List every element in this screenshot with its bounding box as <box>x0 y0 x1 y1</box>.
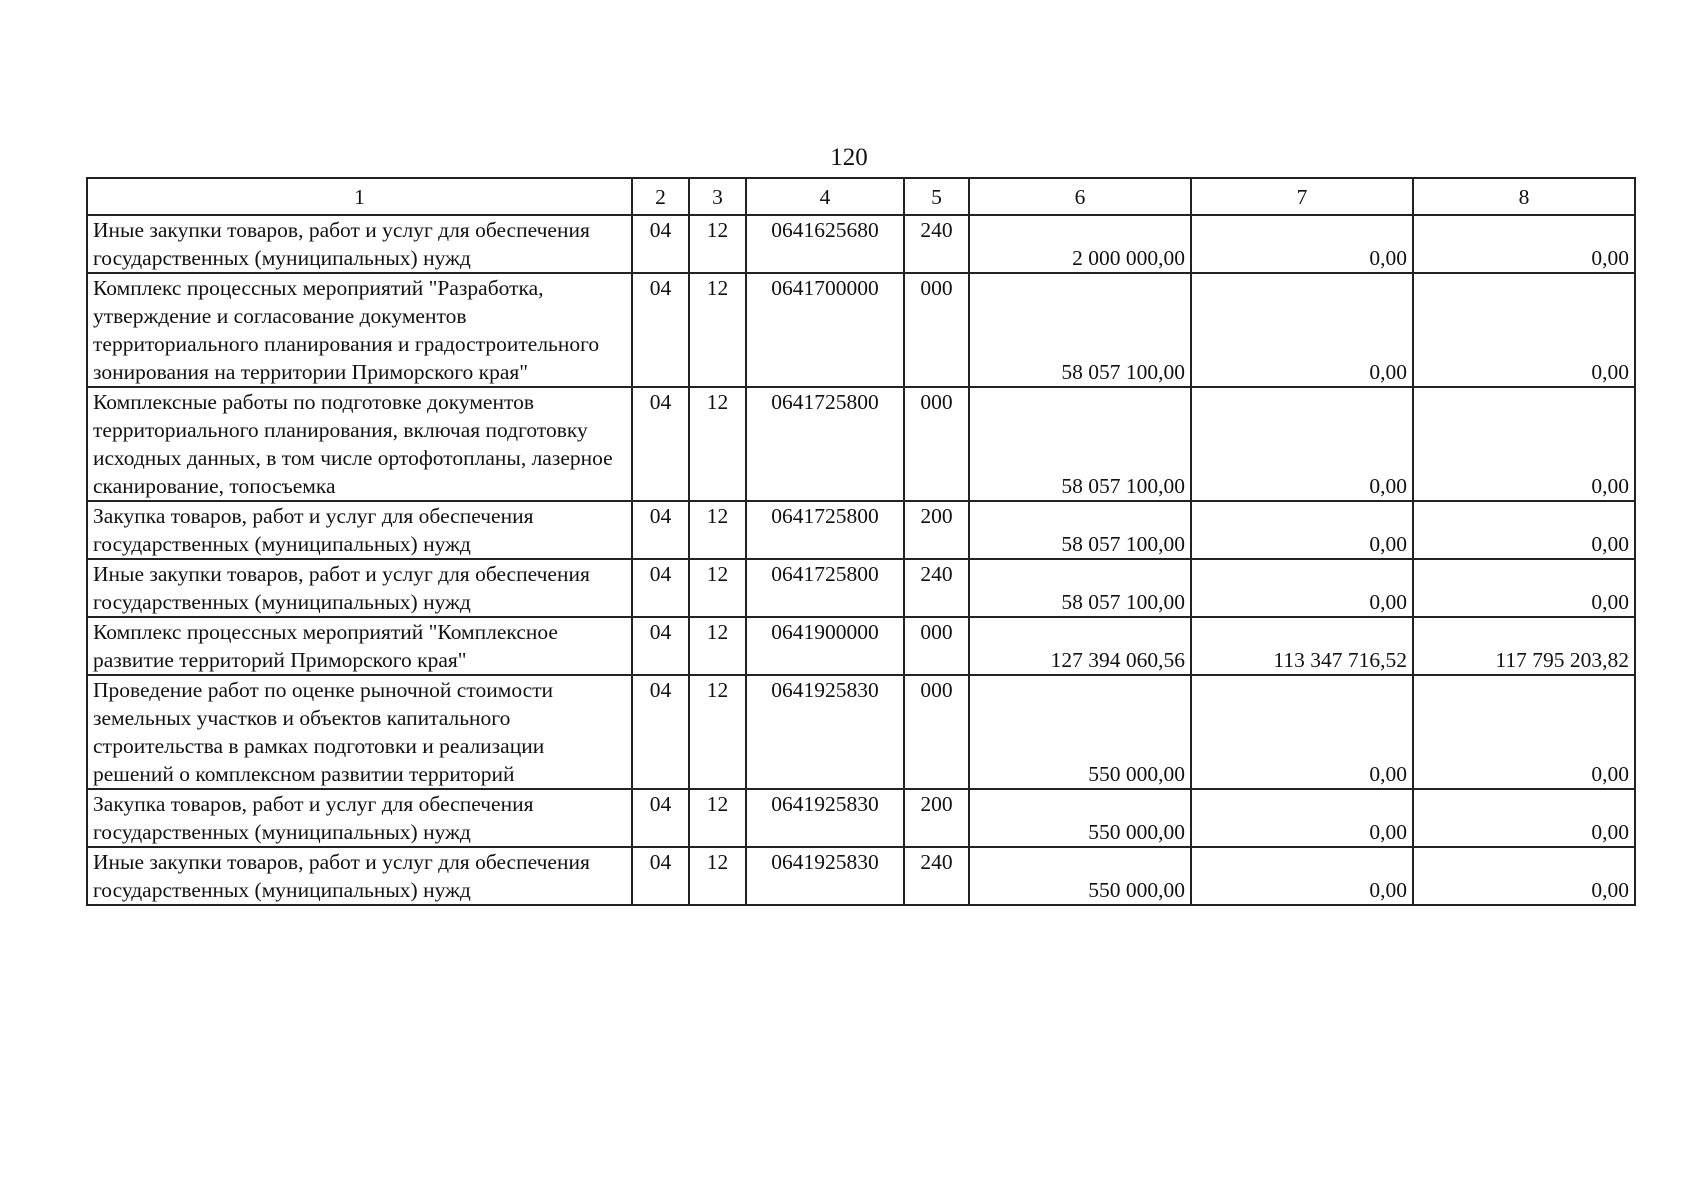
row-expense-type: 240 <box>904 847 969 905</box>
row-expense-type: 000 <box>904 387 969 501</box>
header-col-4: 4 <box>746 178 904 215</box>
row-amount-col8: 117 795 203,82 <box>1413 617 1635 675</box>
row-amount-col6: 58 057 100,00 <box>969 501 1191 559</box>
row-section: 04 <box>632 789 689 847</box>
row-expense-type: 200 <box>904 789 969 847</box>
row-target-article: 0641725800 <box>746 387 904 501</box>
header-col-8: 8 <box>1413 178 1635 215</box>
row-section: 04 <box>632 215 689 273</box>
row-section: 04 <box>632 675 689 789</box>
page-number: 120 <box>830 144 868 171</box>
row-name: Иные закупки товаров, работ и услуг для обеспечения государственных (муниципальных) нужд <box>87 559 632 617</box>
row-subsection: 12 <box>689 789 746 847</box>
table-row <box>87 273 1635 387</box>
row-amount-col6: 550 000,00 <box>969 847 1191 905</box>
table-row <box>87 675 1635 789</box>
row-amount-col6: 58 057 100,00 <box>969 559 1191 617</box>
row-section: 04 <box>632 559 689 617</box>
row-section: 04 <box>632 501 689 559</box>
row-amount-col7: 0,00 <box>1191 675 1413 789</box>
row-name: Иные закупки товаров, работ и услуг для обеспечения государственных (муниципальных) нужд <box>87 215 632 273</box>
row-name: Комплекс процессных мероприятий "Разработка, утверждение и согласование документов территориального планирования и градостроительного зонирования на территории Приморского края" <box>87 273 632 387</box>
row-name: Комплексные работы по подготовке документов территориального планирования, включая подготовку исходных данных, в том числе ортофотопланы, лазерное сканирование, топосъемка <box>87 387 632 501</box>
row-target-article: 0641925830 <box>746 675 904 789</box>
row-section: 04 <box>632 617 689 675</box>
row-amount-col7: 0,00 <box>1191 789 1413 847</box>
row-expense-type: 000 <box>904 675 969 789</box>
row-amount-col8: 0,00 <box>1413 675 1635 789</box>
header-col-7: 7 <box>1191 178 1413 215</box>
row-amount-col7: 113 347 716,52 <box>1191 617 1413 675</box>
row-amount-col8: 0,00 <box>1413 215 1635 273</box>
table-row <box>87 501 1635 559</box>
row-section: 04 <box>632 847 689 905</box>
row-section: 04 <box>632 387 689 501</box>
header-col-6: 6 <box>969 178 1191 215</box>
row-name: Проведение работ по оценке рыночной стоимости земельных участков и объектов капитального строительства в рамках подготовки и реализации решений о комплексном развитии территорий <box>87 675 632 789</box>
row-subsection: 12 <box>689 617 746 675</box>
row-name: Комплекс процессных мероприятий "Комплексное развитие территорий Приморского края" <box>87 617 632 675</box>
row-amount-col6: 127 394 060,56 <box>969 617 1191 675</box>
row-subsection: 12 <box>689 215 746 273</box>
budget-table <box>86 177 1636 906</box>
row-amount-col8: 0,00 <box>1413 273 1635 387</box>
row-name: Закупка товаров, работ и услуг для обеспечения государственных (муниципальных) нужд <box>87 789 632 847</box>
row-expense-type: 000 <box>904 617 969 675</box>
row-amount-col6: 550 000,00 <box>969 789 1191 847</box>
header-col-5: 5 <box>904 178 969 215</box>
row-name: Закупка товаров, работ и услуг для обеспечения государственных (муниципальных) нужд <box>87 501 632 559</box>
row-amount-col8: 0,00 <box>1413 789 1635 847</box>
row-amount-col6: 550 000,00 <box>969 675 1191 789</box>
row-subsection: 12 <box>689 847 746 905</box>
row-target-article: 0641625680 <box>746 215 904 273</box>
header-col-3: 3 <box>689 178 746 215</box>
row-amount-col7: 0,00 <box>1191 559 1413 617</box>
row-expense-type: 200 <box>904 501 969 559</box>
row-amount-col7: 0,00 <box>1191 273 1413 387</box>
row-amount-col8: 0,00 <box>1413 559 1635 617</box>
row-subsection: 12 <box>689 675 746 789</box>
row-target-article: 0641925830 <box>746 847 904 905</box>
row-amount-col8: 0,00 <box>1413 387 1635 501</box>
row-subsection: 12 <box>689 387 746 501</box>
header-col-2: 2 <box>632 178 689 215</box>
row-amount-col8: 0,00 <box>1413 501 1635 559</box>
row-amount-col8: 0,00 <box>1413 847 1635 905</box>
header-col-1: 1 <box>87 178 632 215</box>
table-row <box>87 215 1635 273</box>
row-target-article: 0641725800 <box>746 559 904 617</box>
row-amount-col7: 0,00 <box>1191 215 1413 273</box>
table-row <box>87 847 1635 905</box>
row-amount-col7: 0,00 <box>1191 501 1413 559</box>
table-row <box>87 559 1635 617</box>
row-expense-type: 240 <box>904 215 969 273</box>
row-expense-type: 000 <box>904 273 969 387</box>
table-row <box>87 387 1635 501</box>
row-subsection: 12 <box>689 273 746 387</box>
row-target-article: 0641925830 <box>746 789 904 847</box>
row-amount-col7: 0,00 <box>1191 847 1413 905</box>
row-amount-col6: 58 057 100,00 <box>969 387 1191 501</box>
row-target-article: 0641900000 <box>746 617 904 675</box>
row-amount-col6: 58 057 100,00 <box>969 273 1191 387</box>
row-name: Иные закупки товаров, работ и услуг для обеспечения государственных (муниципальных) нужд <box>87 847 632 905</box>
row-amount-col6: 2 000 000,00 <box>969 215 1191 273</box>
row-section: 04 <box>632 273 689 387</box>
row-target-article: 0641725800 <box>746 501 904 559</box>
row-expense-type: 240 <box>904 559 969 617</box>
table-row <box>87 617 1635 675</box>
row-target-article: 0641700000 <box>746 273 904 387</box>
header-row <box>87 178 1635 215</box>
row-subsection: 12 <box>689 559 746 617</box>
row-subsection: 12 <box>689 501 746 559</box>
table-row <box>87 789 1635 847</box>
row-amount-col7: 0,00 <box>1191 387 1413 501</box>
